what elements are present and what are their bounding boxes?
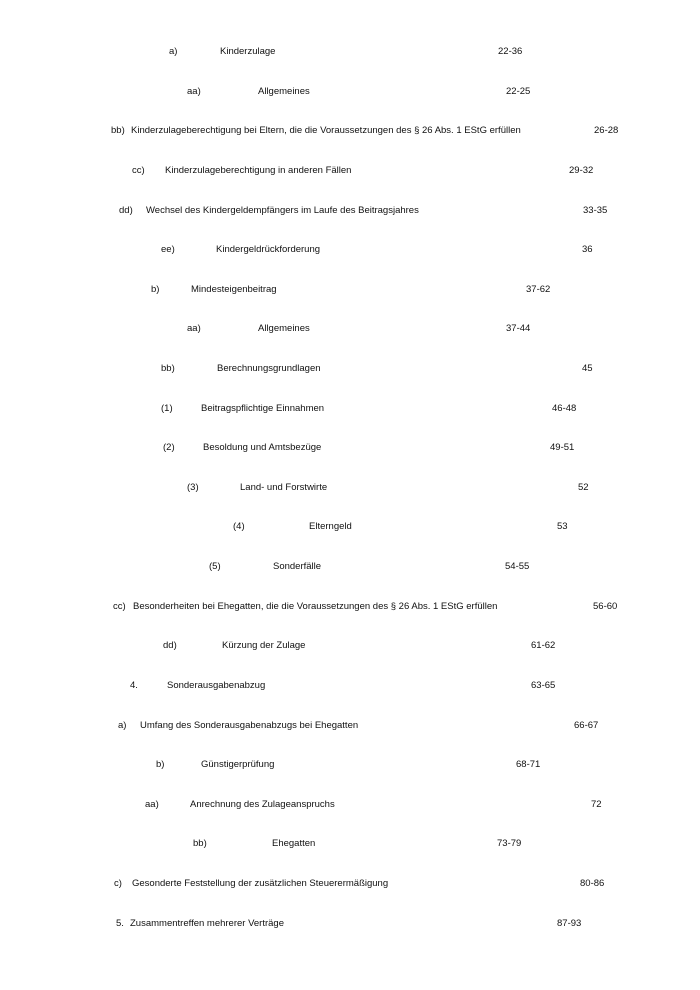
toc-entry [0, 362, 700, 376]
toc-entry-number: bb) [111, 125, 125, 136]
toc-entry [0, 719, 700, 733]
toc-entry-pages: 66-67 [574, 720, 599, 731]
toc-entry-pages: 37-44 [506, 323, 531, 334]
toc-entry-pages: 52 [578, 482, 589, 493]
toc-entry-number: a) [118, 720, 127, 731]
toc-entry-pages: 80-86 [580, 878, 605, 889]
toc-entry-pages: 26-28 [594, 125, 619, 136]
toc-entry-pages: 36 [582, 244, 593, 255]
toc-entry-number: b) [156, 759, 165, 770]
toc-entry-title: Gesonderte Feststellung der zusätzlichen Steuerermäßigung [132, 878, 389, 889]
toc-entry [0, 402, 700, 416]
toc-entry-pages: 61-62 [531, 640, 556, 651]
toc-entry [0, 798, 700, 812]
toc-entry-number: aa) [145, 799, 159, 810]
toc-entry-number: (3) [187, 482, 199, 493]
toc-entry-number: b) [151, 284, 160, 295]
toc-entry [0, 877, 700, 891]
toc-entry [0, 837, 700, 851]
toc-entry-title: Allgemeines [258, 323, 310, 334]
toc-entry-number: bb) [193, 838, 207, 849]
toc-entry-pages: 53 [557, 521, 568, 532]
toc-entry-pages: 22-36 [498, 46, 523, 57]
toc-entry [0, 560, 700, 574]
toc-entry-pages: 63-65 [531, 680, 556, 691]
toc-entry-title: Kinderzulageberechtigung in anderen Fällen [165, 165, 352, 176]
toc-entry-number: 5. [116, 918, 124, 929]
toc-entry-title: Anrechnung des Zulageanspruchs [190, 799, 335, 810]
toc-entry [0, 322, 700, 336]
toc-entry-number: bb) [161, 363, 175, 374]
toc-entry-pages: 72 [591, 799, 602, 810]
toc-entry [0, 124, 700, 138]
toc-entry-number: 4. [130, 680, 138, 691]
toc-entry-title: Berechnungsgrundlagen [217, 363, 321, 374]
toc-entry-number: cc) [113, 601, 126, 612]
toc-entry-pages: 87-93 [557, 918, 582, 929]
toc-entry-number: a) [169, 46, 178, 57]
toc-entry-title: Umfang des Sonderausgabenabzugs bei Ehegatten [140, 720, 359, 731]
toc-entry-title: Günstigerprüfung [201, 759, 275, 770]
toc-entry-pages: 49-51 [550, 442, 575, 453]
toc-entry-number: ee) [161, 244, 175, 255]
toc-entry-title: Beitragspflichtige Einnahmen [201, 403, 325, 414]
toc-entry-title: Sonderausgabenabzug [167, 680, 266, 691]
toc-entry [0, 639, 700, 653]
toc-entry-title: Elterngeld [309, 521, 352, 532]
toc-entry-pages: 22-25 [506, 86, 531, 97]
toc-entry-title: Kürzung der Zulage [222, 640, 306, 651]
toc-entry-pages: 45 [582, 363, 593, 374]
toc-entry-pages: 46-48 [552, 403, 577, 414]
toc-entry [0, 917, 700, 931]
toc-entry-title: Wechsel des Kindergeldempfängers im Laufe des Beitragsjahres [146, 205, 419, 216]
toc-entry-number: dd) [163, 640, 177, 651]
toc-entry-number: c) [114, 878, 122, 889]
toc-entry-number: (2) [163, 442, 175, 453]
toc-entry-title: Allgemeines [258, 86, 310, 97]
toc-entry [0, 481, 700, 495]
toc-entry [0, 164, 700, 178]
toc-entry [0, 600, 700, 614]
toc-entry-title: Zusammentreffen mehrerer Verträge [130, 918, 285, 929]
toc-entry-pages: 68-71 [516, 759, 541, 770]
toc-entry-pages: 56-60 [593, 601, 618, 612]
toc-entry-title: Mindesteigenbeitrag [191, 284, 277, 295]
toc-entry-title: Ehegatten [272, 838, 316, 849]
toc-entry [0, 520, 700, 534]
toc-entry-pages: 29-32 [569, 165, 594, 176]
toc-entry-title: Sonderfälle [273, 561, 322, 572]
toc-entry-pages: 54-55 [505, 561, 530, 572]
toc-entry-number: cc) [132, 165, 145, 176]
toc-entry-number: (1) [161, 403, 173, 414]
toc-entry [0, 85, 700, 99]
toc-entry-title: Kindergeldrückforderung [216, 244, 321, 255]
toc-entry-pages: 73-79 [497, 838, 522, 849]
toc-entry-number: (4) [233, 521, 245, 532]
toc-entry-pages: 33-35 [583, 205, 608, 216]
toc-entry-title: Kinderzulage [220, 46, 276, 57]
toc-entry [0, 283, 700, 297]
toc-entry-number: (5) [209, 561, 221, 572]
toc-entry [0, 679, 700, 693]
toc-entry [0, 204, 700, 218]
toc-entry-number: aa) [187, 86, 201, 97]
toc-entry-pages: 37-62 [526, 284, 551, 295]
toc-entry [0, 758, 700, 772]
toc-entry [0, 45, 700, 59]
toc-entry-title: Besonderheiten bei Ehegatten, die die Voraussetzungen des § 26 Abs. 1 EStG erfüllen [133, 601, 498, 612]
toc-entry-number: dd) [119, 205, 133, 216]
toc-entry-title: Besoldung und Amtsbezüge [203, 442, 322, 453]
toc-entry [0, 441, 700, 455]
toc-entry-title: Land- und Forstwirte [240, 482, 328, 493]
toc-entry-title: Kinderzulageberechtigung bei Eltern, die die Voraussetzungen des § 26 Abs. 1 EStG erfüllen [131, 125, 521, 136]
toc-entry-number: aa) [187, 323, 201, 334]
toc-entry [0, 243, 700, 257]
